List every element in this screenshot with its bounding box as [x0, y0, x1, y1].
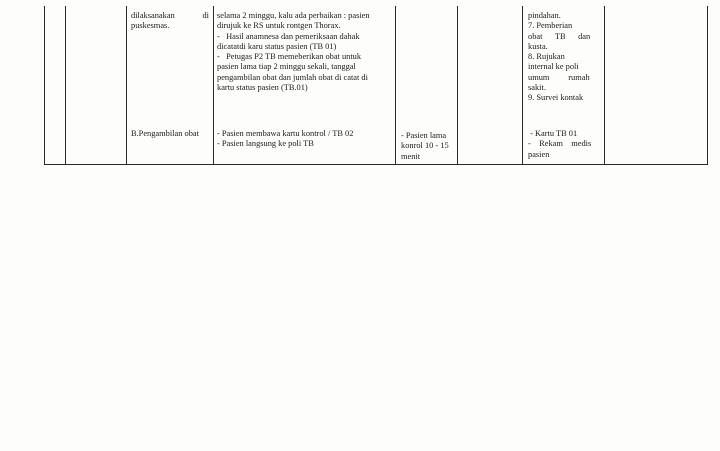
table-column-divider: [457, 6, 458, 164]
row2-document-line: pasien: [528, 149, 550, 159]
row1-activity-cell: [217, 11, 393, 93]
row2-time-cell: [401, 131, 456, 162]
row1-step-cell: [131, 11, 209, 32]
table-column-divider: [65, 6, 66, 164]
row1-activity-line: kartu status pasien (TB.01): [217, 83, 308, 93]
row2-activity-line: - Pasien membawa kartu kontrol / TB 02: [217, 129, 354, 138]
row1-document-line: kusta.: [528, 41, 548, 51]
row1-activity-line: selama 2 minggu, kalu ada perbaikan : pasien: [217, 11, 370, 20]
row2-activity-line: - Pasien langsung ke poli TB: [217, 139, 314, 149]
row1-document-line: pindahan.: [528, 11, 561, 20]
row2-time-line: konrol 10 - 15: [401, 141, 449, 151]
row2-document-line: - Kartu TB 01: [528, 129, 578, 138]
row1-activity-line: pengambilan obat dan jumlah obat di catat di: [217, 72, 368, 82]
row1-activity-line: - Hasil anamnesa dan pemeriksaan dahak: [217, 31, 360, 41]
table-column-divider: [522, 6, 523, 164]
row1-step-word-b: di: [202, 11, 209, 20]
table-column-divider: [395, 6, 396, 164]
row1-document-line: umum rumah: [528, 72, 590, 82]
row2-document-cell: [528, 129, 602, 160]
row2-time-line: - Pasien lama: [401, 131, 447, 140]
row1-document-line: 9. Survei kontak: [528, 93, 584, 103]
row1-activity-line: - Petugas P2 TB memeberikan obat untuk: [217, 52, 362, 62]
table-bottom-border: [44, 164, 708, 165]
row1-activity-line: pasien lama tiap 2 minggu sekali, tanggal: [217, 62, 356, 72]
row1-document-line: sakit.: [528, 83, 546, 93]
row1-activity-line: dicatatdi karu status pasien (TB 01): [217, 41, 337, 51]
row1-document-line: 7. Pemberian: [528, 21, 573, 31]
row1-step-line2: puskesmas.: [131, 21, 170, 31]
row1-activity-line: dirujuk ke RS untuk rontgen Thorax.: [217, 21, 341, 31]
row2-document-line: - Rekam medis: [528, 139, 592, 149]
table-column-divider: [126, 6, 127, 164]
row2-step-cell: [131, 129, 213, 139]
row1-step-word-a: dilaksanakan: [131, 11, 175, 20]
table-column-divider: [213, 6, 214, 164]
row1-document-line: 8. Rujukan: [528, 52, 565, 62]
row1-document-line: obat TB dan: [528, 31, 591, 41]
row2-step-label: B.Pengambilan obat: [131, 129, 199, 138]
row1-document-cell: [528, 11, 602, 104]
row1-document-line: internal ke poli: [528, 62, 579, 72]
row1-step-line1: [131, 11, 209, 21]
row2-time-line: menit: [401, 151, 421, 161]
table-border-left: [44, 6, 45, 164]
table-column-divider: [604, 6, 605, 164]
table-border-right: [707, 6, 708, 164]
row2-activity-cell: [217, 129, 393, 150]
